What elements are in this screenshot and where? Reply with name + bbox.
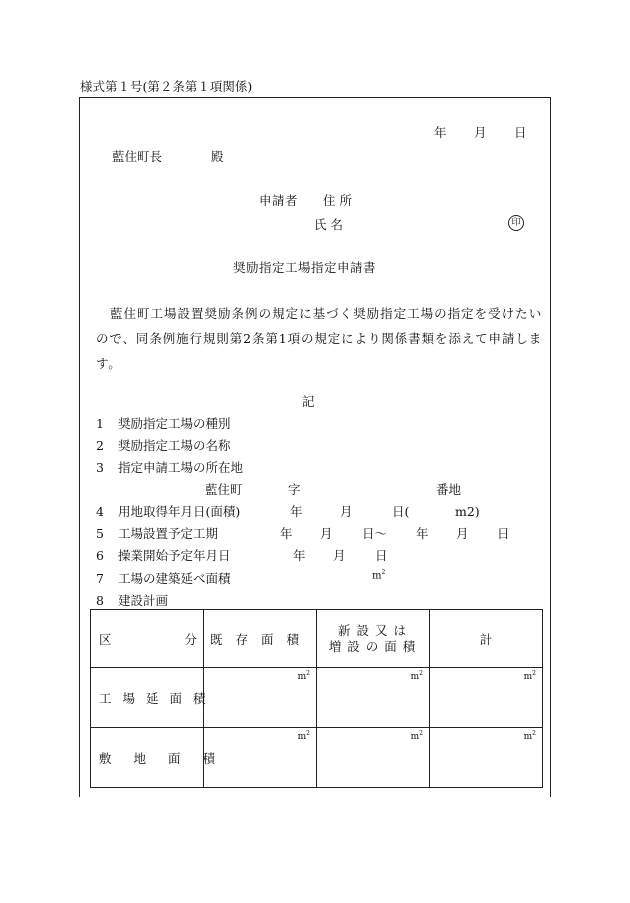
ki-heading: 記 [302, 394, 315, 409]
item-number: 6 [96, 548, 104, 563]
unit-label [298, 731, 310, 742]
header-total-label: 計 [479, 631, 493, 647]
item-label: 工場の建築延べ面積 [118, 571, 231, 586]
applicant-label: 申請者 [259, 193, 299, 208]
construction-plan-table [90, 609, 543, 788]
item-number: 5 [96, 526, 104, 541]
item4-day: 日( [392, 504, 410, 519]
row-label-cell [91, 728, 238, 788]
row-label-site-area: 敷地面積 [99, 750, 238, 766]
new-area-cell[interactable] [317, 668, 430, 728]
table-row [91, 668, 543, 728]
unit-text: m [523, 732, 533, 742]
row-label-factory-floor-area: 工場延面積 [99, 690, 217, 706]
unit-text: m [410, 672, 420, 682]
header-total [430, 610, 543, 668]
header-new-area [317, 610, 430, 668]
item-number: 3 [96, 460, 104, 475]
unit-text: m [523, 672, 533, 682]
item-construction-period [96, 528, 218, 541]
unit-superscript: 2 [306, 670, 310, 677]
header-new-line1: 新設又は [337, 622, 412, 638]
unit-label [411, 731, 423, 742]
item5-end-year: 年 [416, 526, 429, 541]
header-ku: 区 [99, 631, 112, 647]
item-operation-start [96, 550, 231, 563]
total-area-cell[interactable] [430, 728, 543, 788]
item-label: 奨励指定工場の名称 [118, 438, 231, 453]
unit-text: m [297, 672, 307, 682]
header-existing-label: 既存面積 [210, 631, 313, 647]
header-existing-area [204, 610, 317, 668]
date-month-label: 月 [474, 125, 487, 140]
item-floor-area [96, 573, 231, 586]
unit-label [524, 671, 536, 682]
unit-superscript: 2 [532, 670, 536, 677]
seal-mark: 印 [508, 215, 524, 231]
unit-superscript: 2 [532, 730, 536, 737]
item4-year: 年 [290, 504, 303, 519]
unit-superscript: 2 [381, 569, 386, 576]
header-new-label [325, 623, 425, 655]
table-row [91, 728, 543, 788]
unit-superscript: 2 [306, 730, 310, 737]
item-label: 操業開始予定年月日 [118, 548, 231, 563]
unit-label [298, 671, 310, 682]
item-factory-location [96, 462, 243, 475]
item6-day: 日 [375, 548, 388, 563]
item-factory-name [96, 440, 231, 453]
item4-month: 月 [340, 504, 353, 519]
unit-label [524, 731, 536, 742]
item-land-acquisition [96, 506, 240, 519]
existing-area-cell[interactable] [204, 668, 317, 728]
addressee-title: 藍住町長 [112, 149, 163, 164]
item-number: 1 [96, 416, 104, 431]
item-label: 工場設置予定工期 [118, 526, 219, 541]
addressee-honorific: 殿 [211, 149, 224, 164]
date-year-label: 年 [434, 125, 447, 140]
item-factory-type [96, 418, 231, 431]
unit-superscript: 2 [419, 670, 423, 677]
item7-unit [372, 570, 385, 581]
location-town: 藍住町 [205, 482, 243, 497]
table-header-row [91, 610, 543, 668]
item6-year: 年 [293, 548, 306, 563]
item-label: 建設計画 [118, 593, 169, 608]
item-number: 7 [96, 571, 104, 586]
item-label: 用地取得年月日(面積) [118, 504, 241, 519]
location-banchi: 番地 [436, 482, 462, 497]
item-number: 2 [96, 438, 104, 453]
item-number: 8 [96, 593, 104, 608]
unit-label [411, 671, 423, 682]
header-category [91, 610, 204, 668]
unit-text: m [372, 570, 382, 582]
unit-text: m [297, 732, 307, 742]
new-area-cell[interactable] [317, 728, 430, 788]
item5-start-day: 日～ [362, 526, 388, 541]
applicant-name-label: 氏名 [314, 217, 348, 232]
document-title: 奨励指定工場指定申請書 [233, 260, 377, 275]
item5-end-day: 日 [497, 526, 510, 541]
item5-end-month: 月 [456, 526, 469, 541]
header-bun: 分 [184, 631, 197, 647]
body-paragraph: 藍住町工場設置奨励条例の規定に基づく奨励指定工場の指定を受けたいので、同条例施行規則第2条第1項の規定により関係書類を添えて申請します。 [96, 306, 542, 371]
form-number: 様式第１号(第２条第１項関係) [80, 79, 253, 94]
existing-area-cell[interactable] [204, 728, 317, 788]
applicant-address-label: 住所 [323, 193, 357, 208]
row-label-cell [91, 668, 217, 728]
item-number: 4 [96, 504, 104, 519]
item6-month: 月 [333, 548, 346, 563]
location-aza: 字 [288, 482, 301, 497]
header-new-line2: 増設の面積 [328, 638, 422, 654]
unit-text: m [410, 732, 420, 742]
item-label: 指定申請工場の所在地 [118, 460, 244, 475]
unit-superscript: 2 [419, 730, 423, 737]
item4-area-unit: m2) [455, 504, 480, 519]
item-construction-plan [96, 595, 168, 608]
date-day-label: 日 [514, 125, 527, 140]
item-label: 奨励指定工場の種別 [118, 416, 231, 431]
item5-start-month: 月 [320, 526, 333, 541]
total-area-cell[interactable] [430, 668, 543, 728]
item5-start-year: 年 [280, 526, 293, 541]
